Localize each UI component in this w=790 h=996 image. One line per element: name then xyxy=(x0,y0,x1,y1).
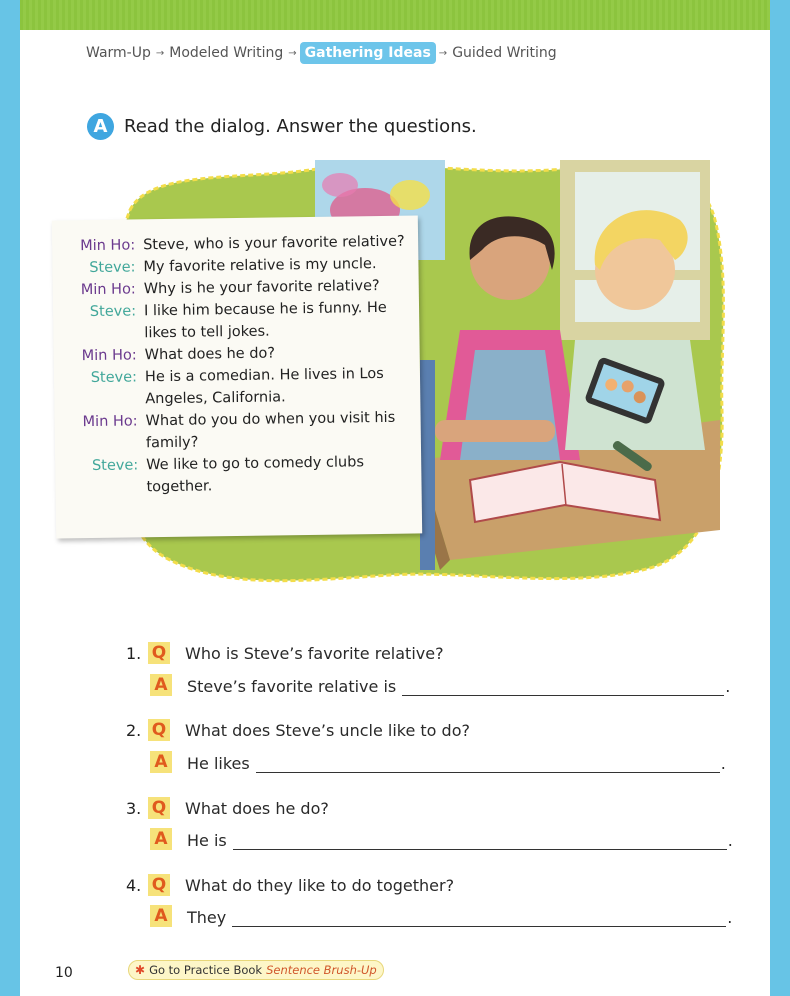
dialog-line xyxy=(64,407,411,456)
answer-row xyxy=(150,674,730,696)
breadcrumb xyxy=(84,41,559,65)
dialog-line xyxy=(63,297,410,346)
question-number: 4. xyxy=(126,875,142,895)
dialog-speaker: Steve: xyxy=(90,369,138,387)
girl-arm xyxy=(435,420,555,442)
left-border-stripe xyxy=(0,0,20,996)
q-badge: Q xyxy=(148,797,170,819)
girl-overalls xyxy=(460,350,560,460)
arrow-icon: → xyxy=(155,47,165,59)
section-badge: A xyxy=(87,113,114,140)
right-border-stripe xyxy=(770,0,790,996)
dialog-speaker: Steve: xyxy=(89,259,136,277)
question-number: 1. xyxy=(126,643,142,663)
dialog-note xyxy=(52,215,422,538)
dialog-speaker: Min Ho: xyxy=(81,347,137,365)
q-badge: Q xyxy=(148,874,170,896)
a-badge: A xyxy=(150,674,172,696)
question-row xyxy=(126,874,454,896)
question-text: Who is Steve’s favorite relative? xyxy=(185,643,444,663)
dialog-speaker: Steve: xyxy=(91,457,139,475)
dialog-text: My favorite relative is my uncle. xyxy=(143,256,377,276)
arrow-icon: → xyxy=(438,47,448,59)
question-text: What does Steve’s uncle like to do? xyxy=(185,720,470,740)
dialog-text: We like to go to comedy clubs together. xyxy=(146,454,365,496)
breadcrumb-step-modeled-writing: Modeled Writing xyxy=(169,45,284,61)
dialog-text: I like him because he is funny. He likes to tell jokes. xyxy=(143,299,387,342)
dialog-text: Steve, who is your favorite relative? xyxy=(143,233,405,254)
dialog-speaker: Min Ho: xyxy=(80,237,136,255)
answer-period: . xyxy=(727,831,733,850)
practice-book-link[interactable] xyxy=(128,960,384,980)
page-number: 10 xyxy=(55,965,73,981)
dialog-text: What do you do when you visit his family? xyxy=(145,409,396,452)
answer-row xyxy=(150,828,733,850)
a-badge: A xyxy=(150,905,172,927)
answer-blank[interactable] xyxy=(256,755,720,773)
breadcrumb-step-gathering-ideas: Gathering Ideas xyxy=(300,42,436,64)
a-badge: A xyxy=(150,751,172,773)
question-row xyxy=(126,797,329,819)
question-text: What do they like to do together? xyxy=(185,875,455,895)
chair xyxy=(420,360,435,570)
answer-prompt: They xyxy=(187,908,227,927)
dialog-speaker: Min Ho: xyxy=(80,281,136,299)
answer-period: . xyxy=(727,908,733,927)
dialog-speaker: Steve: xyxy=(89,303,137,321)
question-number: 2. xyxy=(126,720,142,740)
map-land xyxy=(322,173,358,197)
dialog-line xyxy=(65,451,412,500)
section-heading xyxy=(87,113,477,140)
question-row xyxy=(126,719,470,741)
dialog-line xyxy=(64,363,411,412)
answer-blank[interactable] xyxy=(402,678,724,696)
map-land xyxy=(390,180,430,210)
star-icon: ✱ xyxy=(135,963,146,977)
q-badge: Q xyxy=(148,719,170,741)
answer-blank[interactable] xyxy=(232,909,726,927)
question-text: What does he do? xyxy=(185,798,329,818)
practice-title: Sentence Brush-Up xyxy=(266,963,377,977)
practice-prefix: Go to Practice Book xyxy=(149,963,263,977)
answer-period: . xyxy=(720,754,726,773)
answer-row xyxy=(150,905,732,927)
section-instruction: Read the dialog. Answer the questions. xyxy=(124,116,477,137)
dialog-text: Why is he your favorite relative? xyxy=(143,278,380,298)
dialog-text: He is a comedian. He lives in Los Angeles, California. xyxy=(144,365,384,408)
q-badge: Q xyxy=(148,642,170,664)
answer-row xyxy=(150,751,726,773)
answer-blank[interactable] xyxy=(233,832,727,850)
answer-prompt: Steve’s favorite relative is xyxy=(187,677,397,696)
breadcrumb-step-guided-writing: Guided Writing xyxy=(452,45,557,61)
arrow-icon: → xyxy=(288,47,297,59)
top-header-bar xyxy=(20,0,770,30)
question-number: 3. xyxy=(126,798,142,818)
answer-prompt: He likes xyxy=(187,754,250,773)
answer-period: . xyxy=(725,677,731,696)
answer-prompt: He is xyxy=(187,831,227,850)
dialog-speaker: Min Ho: xyxy=(82,413,138,431)
dialog-text: What does he do? xyxy=(144,345,276,364)
question-row xyxy=(126,642,444,664)
a-badge: A xyxy=(150,828,172,850)
breadcrumb-step-warm-up: Warm-Up xyxy=(86,45,151,61)
